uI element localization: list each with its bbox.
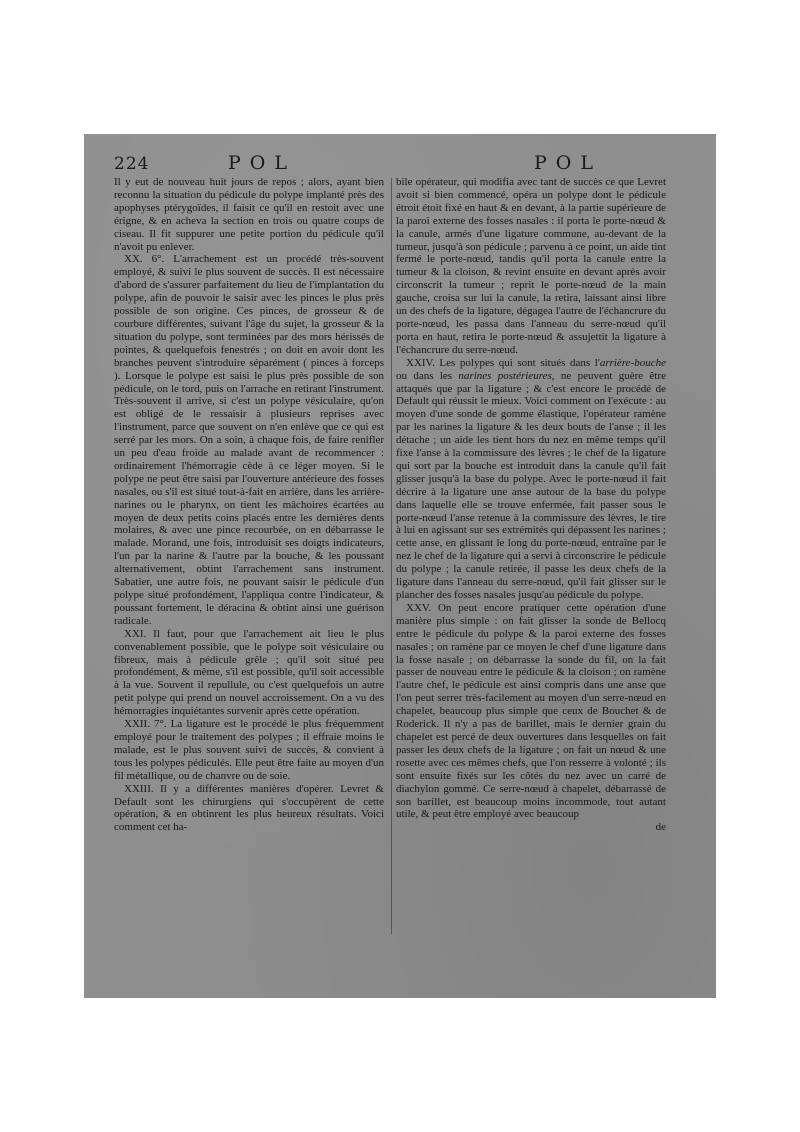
left-column <box>114 176 384 834</box>
paragraph-xxv: XXV. On peut encore pratiquer cette opération d'une manière plus simple : on fait glisser la sonde de Bellocq entre le pédicule du polype & la paroi externe des fosses nasales ; on ramène par ce moyen le chef d'une ligature dans la fosse nasale ; on débarrasse la sonde du fil, on la fait passer de nouveau entre le pédicule & la cloison ; on ramène l'autre chef, le pédicule est ainsi compris dans une anse que l'on peut serrer très-facilement au moyen d'un serre-nœud en chapelet, beaucoup plus simple que ceux de Bouchet & de Roderick. Il n'y a pas de barillet, mais le dernier grain du chapelet est percé de deux ouvertures dans lesquelles on fait passer les deux chefs de la ligature ; on fait un nœud & une rosette avec ces mêmes chefs, que l'on resserre à volonté ; ils sont ensuite fixés sur les côtés du nez avec un carré de diachylon gommé. Ce serre-nœud à chapelet, débarrassé de son barillet, est beaucoup moins incommode, tout autant utile, & peut être employé avec beaucoup <box>396 601 666 821</box>
paragraph-continuation: Il y eut de nouveau huit jours de repos ; alors, ayant bien reconnu la situation du pédicule du polype implanté près des apophyses ptérygoïdes, il faisit ce qu'il en restoit avec une érigne, & en acheva la section en trois ou quatre coups de ciseau. Il fit suppurer une petite portion du pédicule qu'il n'avoit pu enlever. <box>114 176 384 253</box>
paragraph-xxiv-mid: ou dans les <box>396 369 459 382</box>
paragraph-xxiv-rest: , ne peuvent guère être attaqués que par la ligature ; & c'est encore le procédé de Default qui réussit le mieux. Voici comment on l'exécute : au moyen d'une sonde de gomme élastique, l'opérateur ramène par les narines la ligature & les deux bouts de l'anse ; il les détache ; un aide les tient hors du nez en même temps qu'il fixe l'anse à la commissure des lèvres ; le chef de la ligature qui sort par la bouche est introduit dans la canule qu'il fait glisser jusqu'à la base du polype. Avec le porte-nœud il fait décrire à la ligature une anse autour de la base du polype dans laquelle elle se trouve enfermée, fait passer sous le porte-nœud l'anse retenue à la commissure des lèvres, le tire à lui en agissant sur ses extrémités qui dépassent les narines ; cette anse, en glissant le long du porte-nœud, entraîne par le nez le chef de la ligature qui a servi à circonscrire le pédicule du polype ; la canule retirée, il passe les deux chefs de la ligature dans l'anneau du serre-nœud, qu'il fait glisser sur le plancher des fosses nasales jusqu'au pédicule du polype. <box>396 369 666 601</box>
left-column-title: POL <box>228 152 296 174</box>
scanned-page <box>84 134 716 998</box>
right-column-title: POL <box>534 152 602 174</box>
catchword: de <box>655 821 666 834</box>
page-number: 224 <box>114 154 150 174</box>
column-divider <box>391 178 392 934</box>
term-arriere-bouche: arrière-bouche <box>599 356 666 369</box>
paragraph-xxiv-start: XXIV. Les polypes qui sont situés dans l' <box>406 356 600 369</box>
term-narines-posterieures: narines postérieures <box>458 369 552 382</box>
right-column <box>396 176 666 834</box>
paragraph-continuation: bile opérateur, qui modifia avec tant de succès ce que Levret avoit si bien commencé, opéra un polype dont le pédicule étroit étoit fixé en haut & en devant, à la partie supérieure de la paroi externe des fosses nasales : il porta le porte-nœud & la canule, armés d'une ligature commune, au-devant de la tumeur, jusqu'à son pédicule ; parvenu à ce point, un aide tint fermé le porte-nœud, tandis qu'il porta la canule entre la tumeur & la cloison, & revint ensuite en devant après avoir circonscrit la tumeur ; reprit le porte-nœud de la main gauche, croisa sur lui la canule, la retira, laissant ainsi libre un des chefs de la ligature, dégagea l'autre de l'échancrure du porte-nœud, les passa dans l'anneau du serre-nœud qu'il porta en haut, retira le porte-nœud & assujettit la ligature à l'échancrure du serre-nœud. <box>396 176 666 356</box>
paragraph-xxiii: XXIII. Il y a différentes manières d'opérer. Levret & Default sont les chirurgiens qui s'occupèrent de cette opération, & en obtinrent les plus heureux résultats. Voici comment cet ha- <box>114 782 384 834</box>
running-header <box>114 152 694 176</box>
paragraph-xxii: XXII. 7°. La ligature est le procédé le plus fréquemment employé pour le traitement des polypes ; il effraie moins le malade, est le plus souvent suivi de succès, & convient à tous les polypes pédiculés. Elle peut être faite au moyen d'un fil métallique, ou de chanvre ou de soie. <box>114 718 384 782</box>
paragraph-xx: XX. 6°. L'arrachement est un procédé très-souvent employé, & suivi le plus souvent de succès. Il est nécessaire d'abord de s'assurer parfaitement du lieu de l'implantation du polype, afin de pouvoir le saisir avec les pinces le plus près possible de son origine. Ces pinces, de grosseur & de courbure différentes, suivant l'âge du sujet, la grosseur & la situation du polype, sont terminées par des mors hérissés de pointes, & quelquefois fenestrés ; on doit en avoir dont les branches peuvent s'introduire séparément ( pinces à forceps ). Lorsque le polype est saisi le plus près possible de son pédicule, on le tord, puis on l'arrache en retirant l'instrument. Très-souvent il arrive, si c'est un polype vésiculaire, qu'on est obligé de le ressaisir à plusieurs reprises avec l'instrument, parce que souvent on n'en enlève que ce qui est serré par les mors. On a soin, à chaque fois, de faire renifler un peu d'eau froide au malade avant de recommencer : ordinairement l'hémorragie cède à ce léger moyen. Si le polype ne peut être saisi par l'ouverture antérieure des fosses nasales, ou s'il est situé tout-à-fait en arrière, dans les arrière-narines ou le pharynx, on tient les mâchoires écartées au moyen de deux petits coins placés entre les dernières dents molaires, & avec une pince recourbée, on en débarrasse le malade. Morand, une fois, introduisit ses doigts indicateurs, l'un par la narine & l'autre par la bouche, & les poussant alternativement, obtint l'arrachement sans instrument. Sabatier, une autre fois, ne pouvant saisir le pédicule d'un polype situé profondément, l'appliqua contre l'indicateur, & poussant fortement, le déracina & obtint ainsi une guérison radicale. <box>114 253 384 627</box>
paragraph-xxi: XXI. Il faut, pour que l'arrachement ait lieu le plus convenablement possible, que le polype soit vésiculaire ou fibreux, mais à pédicule grêle ; qu'il soit situé peu profondément, & même, s'il est possible, qu'il soit accessible à la vue. Souvent il repullule, ou c'est quelquefois un autre petit polype qui prend un nouvel accroissement. On a vu des hémorragies inquiétantes survenir après cette opération. <box>114 627 384 718</box>
paragraph-xxiv <box>396 357 666 602</box>
